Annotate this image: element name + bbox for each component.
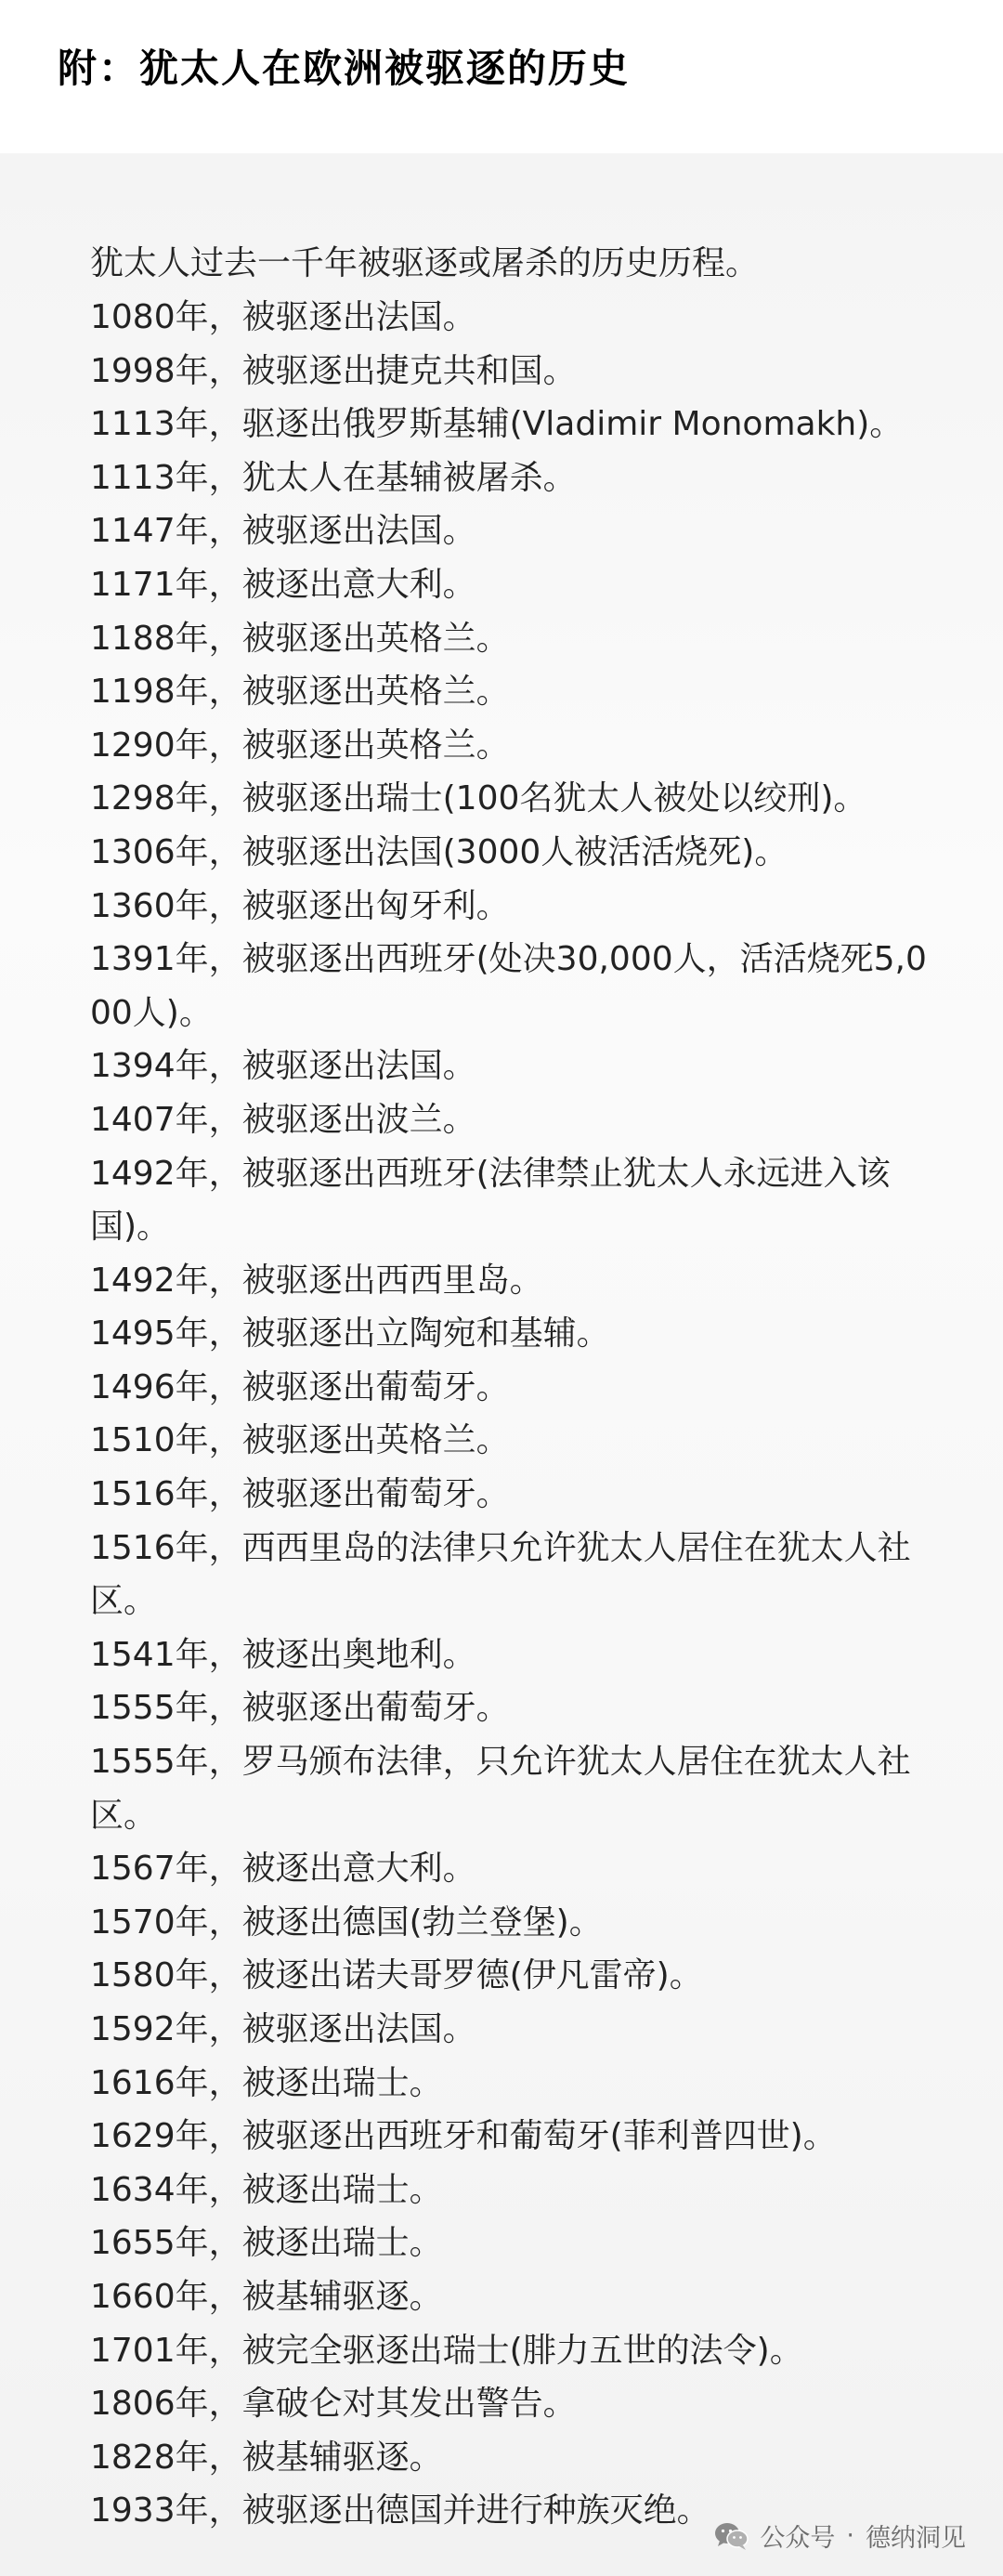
intro-text: 犹太人过去一千年被驱逐或屠杀的历史历程。 bbox=[90, 244, 760, 282]
history-entry: 1567年，被逐出意大利。 bbox=[90, 1850, 476, 1889]
history-entry: 1080年，被驱逐出法国。 bbox=[90, 298, 476, 336]
history-entry: 1828年，被基辅驱逐。 bbox=[90, 2438, 443, 2477]
history-entry: 1360年，被驱逐出匈牙利。 bbox=[90, 886, 510, 925]
history-entry: 1298年，被驱逐出瑞士(100名犹太人被处以绞刑)。 bbox=[90, 779, 867, 818]
watermark bbox=[713, 2517, 966, 2554]
history-entry: 1701年，被完全驱逐出瑞士(腓力五世的法令)。 bbox=[90, 2331, 803, 2370]
history-entry: 1113年，驱逐出俄罗斯基辅(Vladimir Monomakh)。 bbox=[90, 405, 904, 444]
history-entry: 1510年，被驱逐出英格兰。 bbox=[90, 1421, 510, 1460]
history-entry: 1570年，被逐出德国(勃兰登堡)。 bbox=[90, 1903, 603, 1942]
history-entry: 1492年，被驱逐出西西里岛。 bbox=[90, 1261, 543, 1300]
wechat-icon bbox=[713, 2521, 750, 2551]
history-entry: 1634年，被逐出瑞士。 bbox=[90, 2170, 443, 2209]
history-entry: 1516年，被驱逐出葡萄牙。 bbox=[90, 1475, 510, 1514]
history-entry: 1394年，被驱逐出法国。 bbox=[90, 1047, 476, 1086]
history-entry: 1495年，被驱逐出立陶宛和基辅。 bbox=[90, 1314, 610, 1353]
page-title: 附：犹太人在欧洲被驱逐的历史 bbox=[58, 46, 631, 91]
embedded-screenshot bbox=[0, 153, 1003, 2576]
history-entry: 1655年，被逐出瑞士。 bbox=[90, 2224, 443, 2263]
history-entry: 1580年，被逐出诺夫哥罗德(伊凡雷帝)。 bbox=[90, 1956, 703, 1995]
history-entry: 1171年，被逐出意大利。 bbox=[90, 565, 476, 604]
history-entry: 1555年，罗马颁布法律，只允许犹太人居住在犹太人社区。 bbox=[90, 1743, 911, 1835]
history-entry: 1629年，被驱逐出西班牙和葡萄牙(菲利普四世)。 bbox=[90, 2117, 837, 2156]
history-entry: 1806年，拿破仑对其发出警告。 bbox=[90, 2385, 577, 2424]
watermark-account: 德纳洞见 bbox=[866, 2524, 966, 2553]
history-entry: 1616年，被逐出瑞士。 bbox=[90, 2063, 443, 2102]
history-entry: 1592年，被驱逐出法国。 bbox=[90, 2010, 476, 2048]
history-entry: 1407年，被驱逐出波兰。 bbox=[90, 1100, 476, 1139]
history-entry: 1188年，被驱逐出英格兰。 bbox=[90, 619, 510, 658]
history-entry: 1113年，犹太人在基辅被屠杀。 bbox=[90, 458, 577, 497]
history-entry: 1492年，被驱逐出西班牙(法律禁止犹太人永远进入该国)。 bbox=[90, 1154, 891, 1247]
history-entry: 1541年，被逐出奥地利。 bbox=[90, 1635, 476, 1674]
history-entry: 1306年，被驱逐出法国(3000人被活活烧死)。 bbox=[90, 832, 788, 871]
history-entry: 1496年，被驱逐出葡萄牙。 bbox=[90, 1367, 510, 1406]
history-entry: 1516年，西西里岛的法律只允许犹太人居住在犹太人社区。 bbox=[90, 1528, 911, 1621]
watermark-separator: · bbox=[846, 2521, 854, 2550]
watermark-platform: 公众号 bbox=[760, 2524, 836, 2553]
history-entry: 1198年，被驱逐出英格兰。 bbox=[90, 673, 510, 712]
history-entry: 1933年，被驱逐出德国并进行种族灭绝。 bbox=[90, 2491, 710, 2530]
history-entry: 1660年，被基辅驱逐。 bbox=[90, 2277, 443, 2316]
history-entry: 1998年，被驱逐出捷克共和国。 bbox=[90, 351, 577, 390]
history-entry: 1555年，被驱逐出葡萄牙。 bbox=[90, 1689, 510, 1728]
history-list bbox=[90, 291, 940, 2538]
history-entry: 1290年，被驱逐出英格兰。 bbox=[90, 726, 510, 765]
history-entry: 1147年，被驱逐出法国。 bbox=[90, 512, 476, 551]
history-entry: 1391年，被驱逐出西班牙(处决30,000人，活活烧死5,000人)。 bbox=[90, 940, 927, 1032]
